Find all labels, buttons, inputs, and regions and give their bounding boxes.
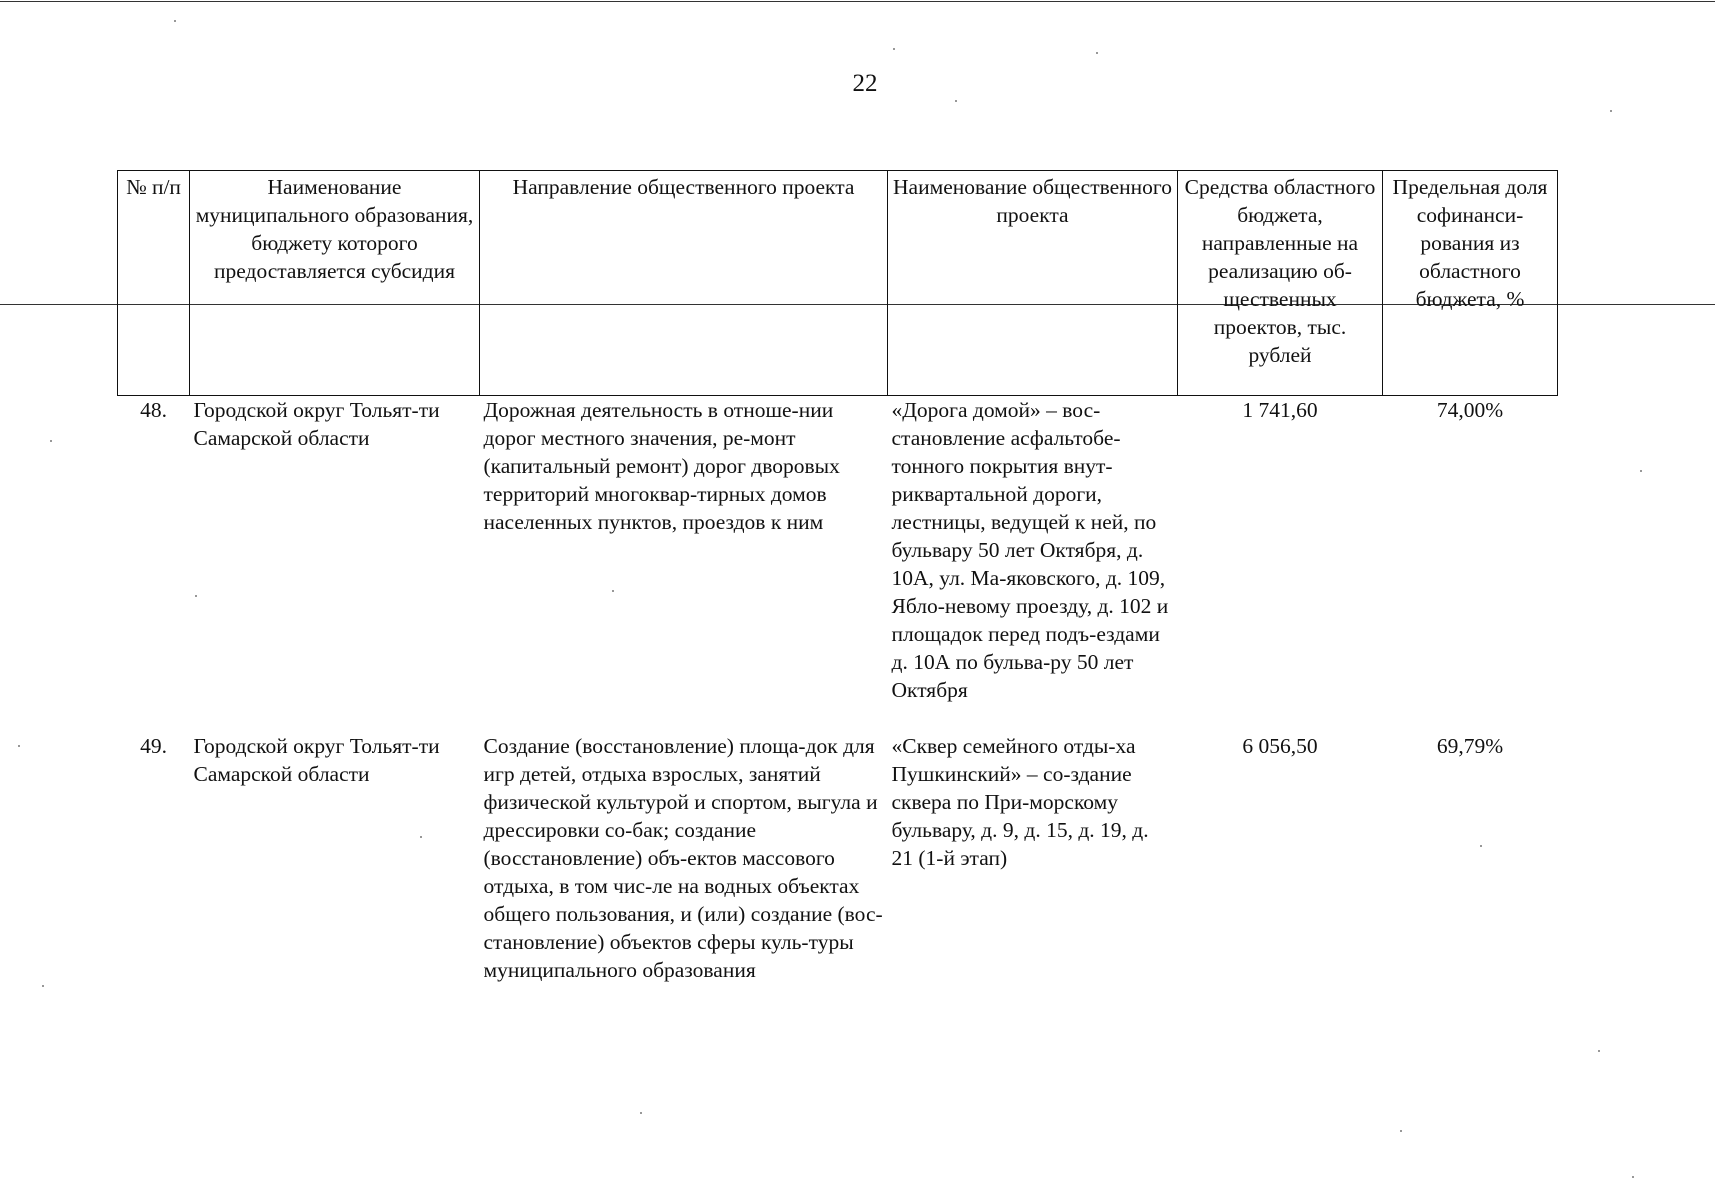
scan-speck <box>42 985 44 987</box>
row-direction: Дорожная деятельность в отноше-нии дорог местного значения, ре-монт (капитальный ремонт) дорог дворовых территорий многоквар-тирных домов населенных пунктов, проездов к ним <box>483 398 840 534</box>
header-project-name: Наименование общественного проекта <box>888 171 1178 396</box>
subsidy-table <box>117 170 1558 984</box>
row-number: 48. <box>140 398 167 422</box>
header-regional-funds: Средства областного бюджета, направленные на реализацию об-щественных проектов, тыс. рублей <box>1178 171 1383 396</box>
header-direction: Направление общественного проекта <box>480 171 888 396</box>
scan-speck <box>1610 110 1612 112</box>
scan-speck <box>612 590 614 592</box>
scan-speck <box>174 20 176 22</box>
scan-speck <box>1632 1176 1634 1178</box>
row-municipality: Городской округ Тольят-ти Самарской области <box>193 734 440 786</box>
header-number: № п/п <box>118 171 190 396</box>
scan-speck <box>893 48 895 50</box>
scan-speck <box>195 595 197 597</box>
scan-speck <box>1598 1050 1600 1052</box>
scan-line-top <box>0 1 1715 2</box>
scan-speck <box>640 1112 642 1114</box>
row-regional-funds: 6 056,50 <box>1242 734 1318 758</box>
scan-speck <box>1096 52 1098 54</box>
row-project-name: «Дорога домой» – вос-становление асфальтобе-тонного покрытия внут-риквартальной дороги, лестницы, ведущей к ней, по бульвару 50 лет Октября, д. 10А, ул. Ма-яковского, д. 109, Ябло-невому проезду, д. 102 и площадок перед подъ-ездами д. 10А по бульва-ру 50 лет Октября <box>891 398 1169 702</box>
header-municipality: Наименование муниципального образования, бюджету которого предоставляется субсидия <box>190 171 480 396</box>
table-row <box>118 732 1558 984</box>
row-cofinancing-share: 74,00% <box>1436 398 1504 422</box>
row-number: 49. <box>140 734 167 758</box>
table-row <box>118 396 1558 733</box>
scan-speck <box>1640 470 1642 472</box>
row-cofinancing-share: 69,79% <box>1436 734 1504 758</box>
page-number: 22 <box>852 70 878 97</box>
scan-speck <box>18 745 20 747</box>
row-municipality: Городской округ Тольят-ти Самарской области <box>193 398 440 450</box>
scan-speck <box>1400 1130 1402 1132</box>
subsidy-table-wrapper <box>117 170 1557 984</box>
row-direction: Создание (восстановление) площа-док для игр детей, отдыха взрослых, занятий физической культурой и спортом, выгула и дрессировки со-бак; создание (восстановление) объ-ектов массового отдыха, в том чис-ле на водных объектах общего пользования, и (или) создание (вос-становление) объектов сферы куль-туры муниципального образования <box>483 734 883 982</box>
row-project-name: «Сквер семейного отды-ха Пушкинский» – со-здание сквера по При-морскому бульвару, д. 9, д. 15, д. 19, д. 21 (1-й этап) <box>891 734 1149 870</box>
scan-speck <box>50 440 52 442</box>
scan-speck <box>420 836 422 838</box>
row-regional-funds: 1 741,60 <box>1242 398 1318 422</box>
table-header-row <box>118 171 1558 396</box>
scan-speck <box>1480 845 1482 847</box>
header-cofinancing-share: Предельная доля софинанси-рования из областного бюджета, % <box>1383 171 1558 396</box>
scan-speck <box>955 100 957 102</box>
